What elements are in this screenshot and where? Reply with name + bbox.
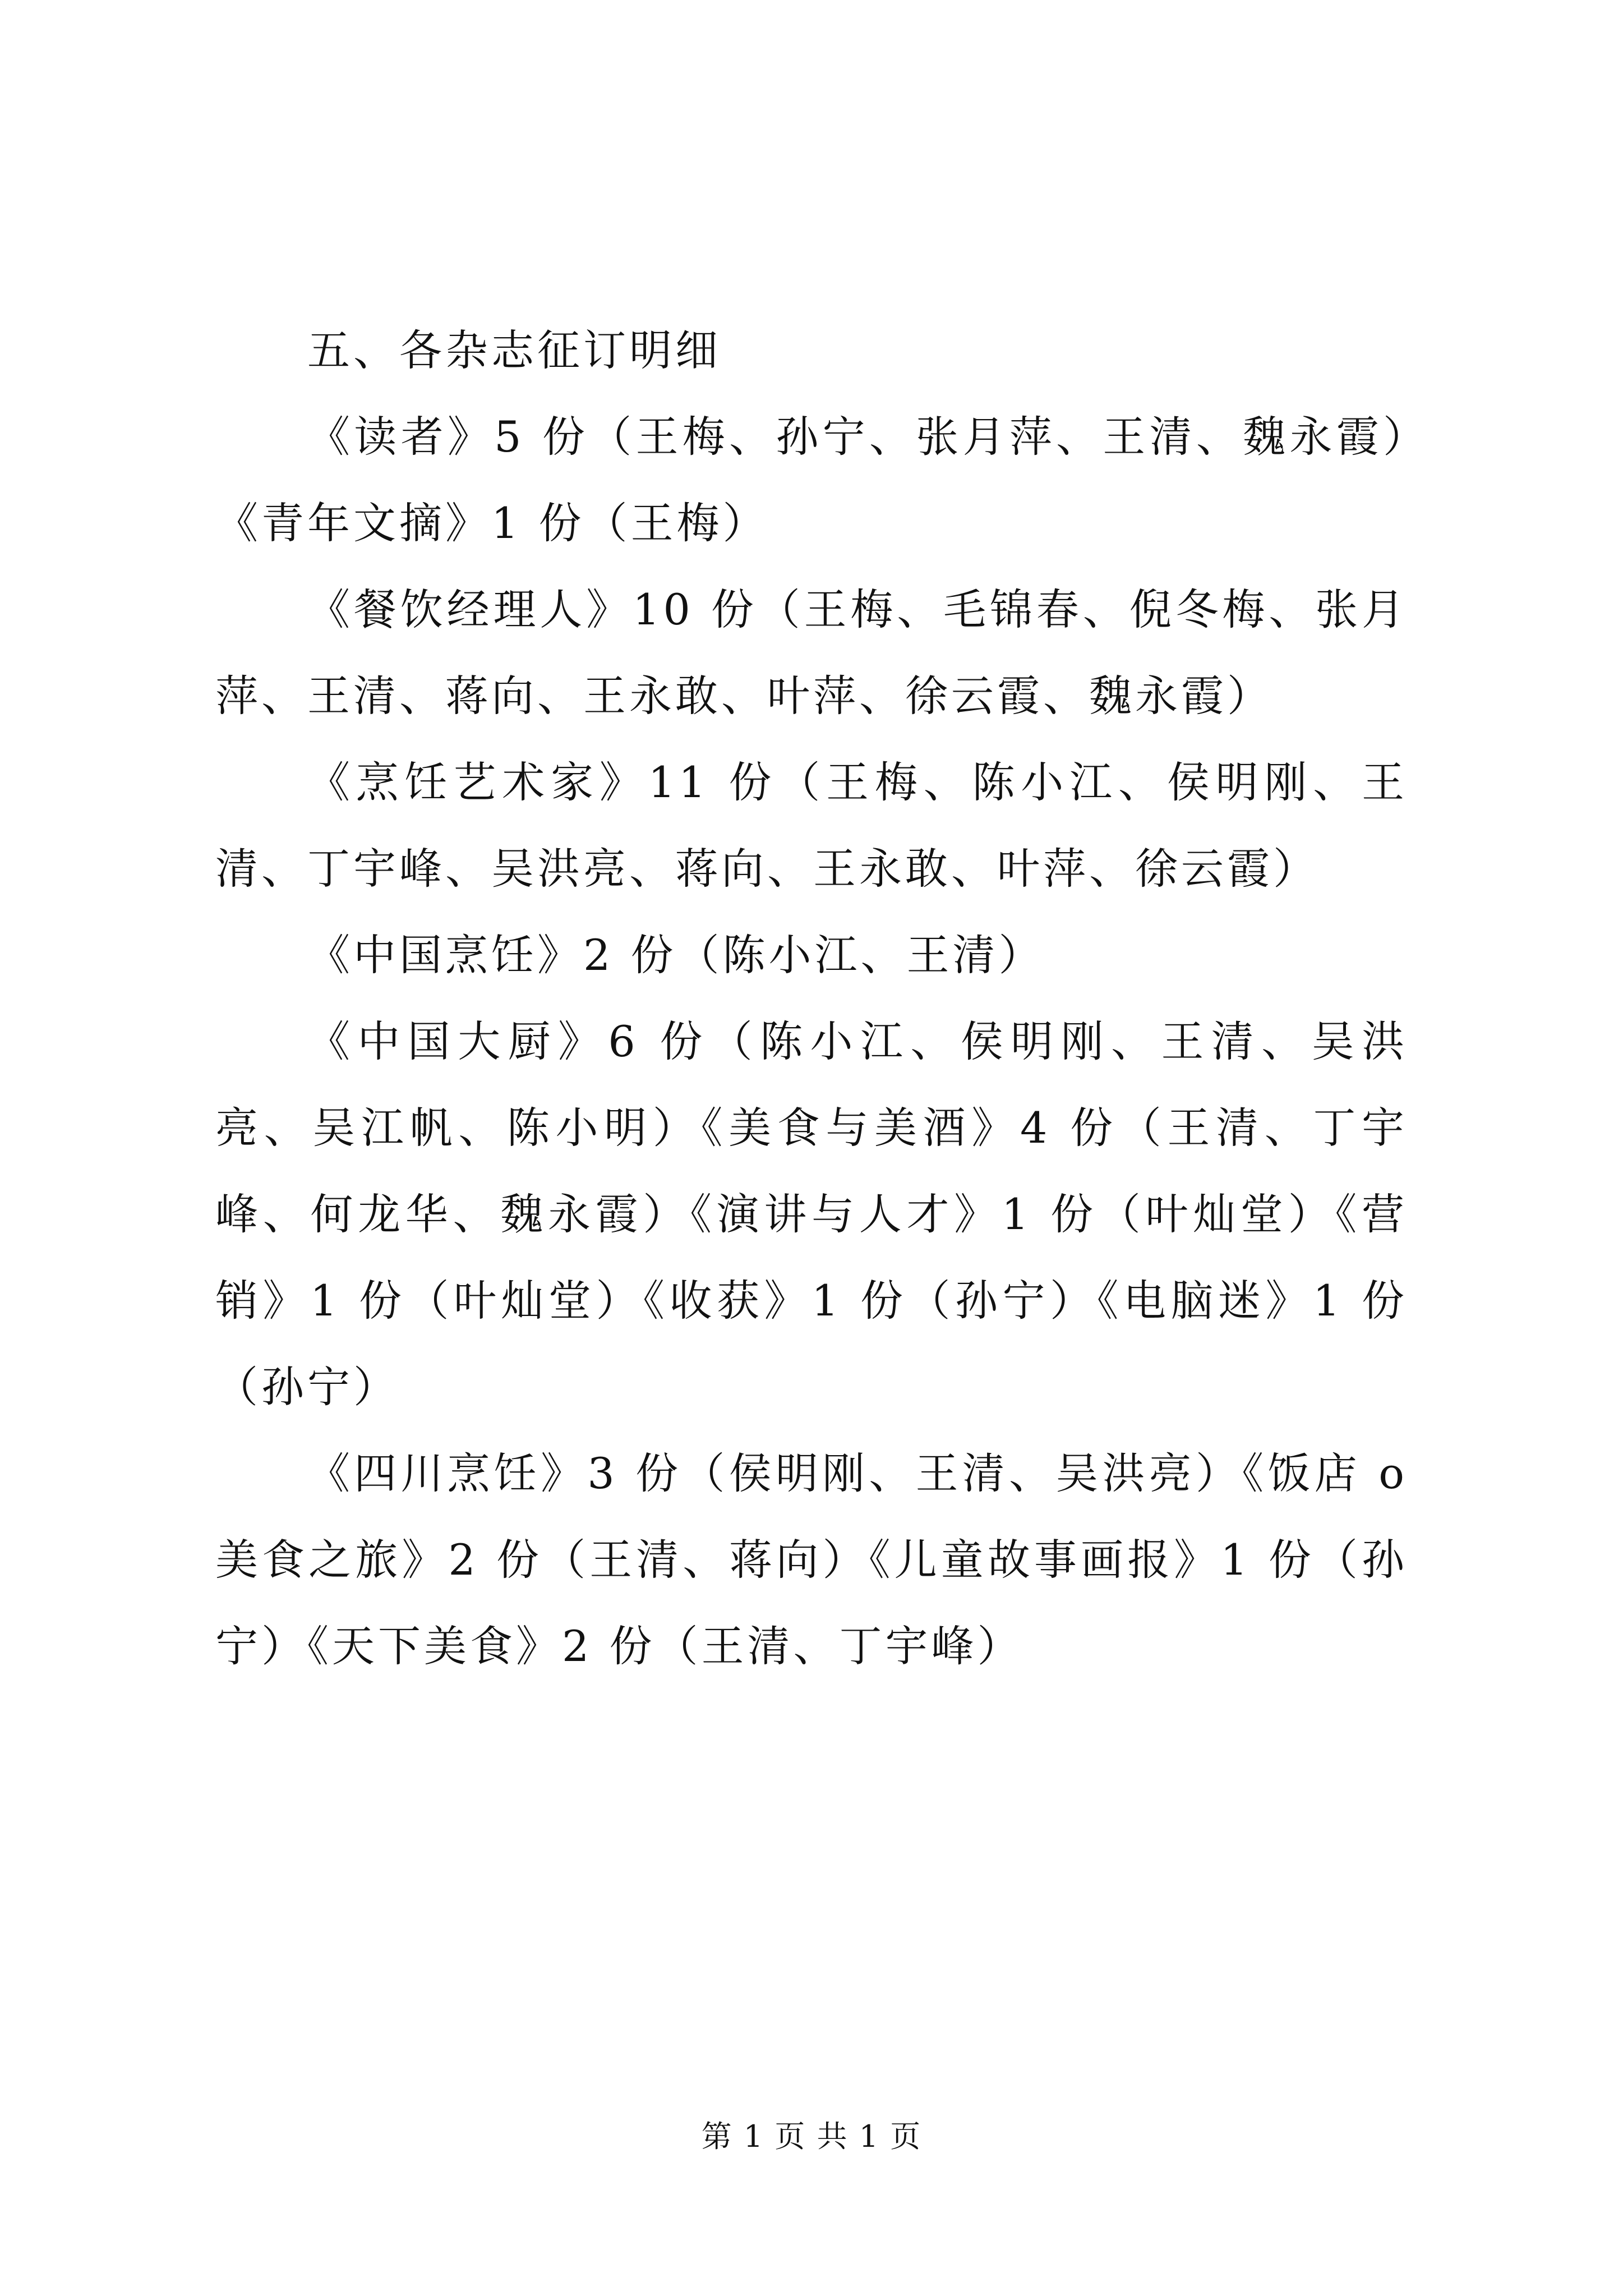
page-footer: 第 1 页 共 1 页: [701, 2119, 922, 2154]
paragraph-zhongguo-dachu: 《中国大厨》6 份（陈小江、侯明刚、王清、吴洪亮、吴江帆、陈小明）《美食与美酒》4 份（王清、丁宇峰、何龙华、魏永霞）《演讲与人才》1 份（叶灿堂）《营销》1 份（叶灿堂）《收获》1 份（孙宁）《电脑迷》1 份（孙宁）: [215, 1016, 1408, 1412]
paragraph-canyin-jingliren: 《餐饮经理人》10 份（王梅、毛锦春、倪冬梅、张月萍、王清、蒋向、王永敢、叶萍、徐云霞、魏永霞）: [215, 585, 1408, 721]
paragraph-pengren-yishujia: 《烹饪艺术家》11 份（王梅、陈小江、侯明刚、王清、丁宇峰、吴洪亮、蒋向、王永敢、叶萍、徐云霞）: [215, 757, 1408, 894]
document-body: [215, 307, 1408, 1690]
paragraph-duzhe: 《读者》5 份（王梅、孙宁、张月萍、王清、魏永霞）《青年文摘》1 份（王梅）: [215, 412, 1408, 548]
paragraph-zhongguo-pengren: 《中国烹饪》2 份（陈小江、王清）: [307, 930, 1045, 980]
paragraph-sichuan-pengren: 《四川烹饪》3 份（侯明刚、王清、吴洪亮）《饭店 o 美食之旅》2 份（王清、蒋向）《儿童故事画报》1 份（孙宁）《天下美食》2 份（王清、丁宇峰）: [215, 1448, 1408, 1671]
section-heading: 五、各杂志征订明细: [307, 325, 721, 375]
